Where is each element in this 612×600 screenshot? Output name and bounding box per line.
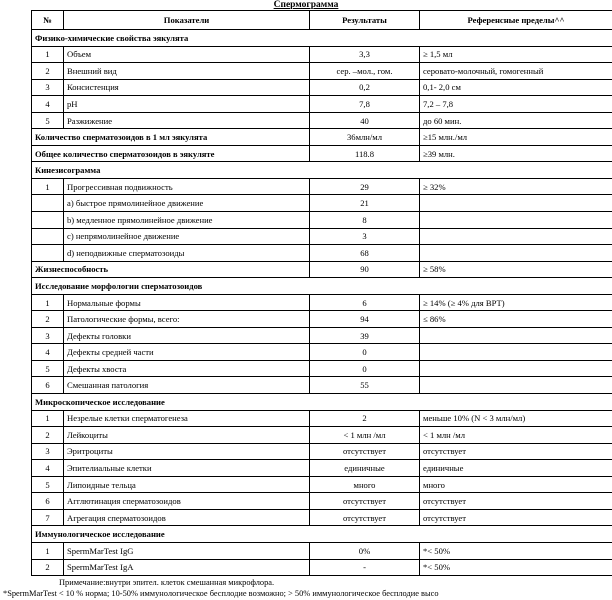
total-ref: ≥39 млн. (420, 145, 612, 162)
row-result: 40 (310, 112, 420, 129)
row-result: 3,3 (310, 46, 420, 63)
table-row (32, 509, 612, 526)
row-name: Дефекты головки (64, 327, 310, 344)
section-row (32, 30, 612, 47)
row-ref (420, 212, 612, 229)
row-ref: ≤ 86% (420, 311, 612, 328)
row-num (32, 195, 64, 212)
row-result: 2 (310, 410, 420, 427)
row-num: 4 (32, 344, 64, 361)
row-num: 2 (32, 63, 64, 80)
table-row (32, 46, 612, 63)
row-ref (420, 377, 612, 394)
row-name: Эритроциты (64, 443, 310, 460)
row-num: 2 (32, 427, 64, 444)
section-phys: Физико-химические свойства эякулята (32, 30, 612, 47)
row-result: 8 (310, 212, 420, 229)
count-ref: ≥15 млн./мл (420, 129, 612, 146)
section-row (32, 162, 612, 179)
row-ref (420, 360, 612, 377)
row-result: < 1 млн /мл (310, 427, 420, 444)
total-row (32, 145, 612, 162)
row-result: 7,8 (310, 96, 420, 113)
header-num: № (32, 11, 64, 30)
row-name: Липоидные тельца (64, 476, 310, 493)
footnotes (3, 578, 612, 599)
row-name: Незрелые клетки сперматогенеза (64, 410, 310, 427)
table-row (32, 212, 612, 229)
row-num: 4 (32, 460, 64, 477)
row-ref: < 1 млн /мл (420, 427, 612, 444)
row-num (32, 245, 64, 262)
row-ref: ≥ 1,5 мл (420, 46, 612, 63)
row-result: отсутствует (310, 509, 420, 526)
section-kinez: Кинезисограмма (32, 162, 612, 179)
row-num: 2 (32, 559, 64, 576)
count-result: 36млн/мл (310, 129, 420, 146)
row-name: Объем (64, 46, 310, 63)
row-name: Прогрессивная подвижность (64, 178, 310, 195)
count-row (32, 129, 612, 146)
row-result: 3 (310, 228, 420, 245)
table-row (32, 311, 612, 328)
row-name: Консистенция (64, 79, 310, 96)
section-row (32, 526, 612, 543)
row-name: Внешний вид (64, 63, 310, 80)
row-ref (420, 245, 612, 262)
row-ref: отсутствует (420, 443, 612, 460)
row-name: а) быстрое прямолинейное движение (64, 195, 310, 212)
table-row (32, 178, 612, 195)
table-row (32, 427, 612, 444)
row-name: Нормальные формы (64, 294, 310, 311)
header-result: Результаты (310, 11, 420, 30)
table-row (32, 559, 612, 576)
table-row (32, 195, 612, 212)
row-ref: 0,1- 2,0 см (420, 79, 612, 96)
section-immuno: Иммунологическое исследование (32, 526, 612, 543)
row-name: Смешанная патология (64, 377, 310, 394)
table-row (32, 377, 612, 394)
table-row (32, 245, 612, 262)
row-num: 5 (32, 112, 64, 129)
row-num: 1 (32, 410, 64, 427)
row-ref (420, 327, 612, 344)
total-name: Общее количество сперматозоидов в эякуляте (32, 145, 310, 162)
table-row (32, 96, 612, 113)
section-micro: Микроскопическое исследование (32, 394, 612, 411)
row-num: 5 (32, 360, 64, 377)
row-ref: *< 50% (420, 542, 612, 559)
table-row (32, 79, 612, 96)
row-num: 1 (32, 178, 64, 195)
document-title: Спермограмма (273, 0, 339, 10)
table-row (32, 63, 612, 80)
table-row (32, 344, 612, 361)
table-header-row (32, 11, 612, 30)
table-row (32, 443, 612, 460)
row-num: 6 (32, 493, 64, 510)
row-ref: меньше 10% (N < 3 млн/мл) (420, 410, 612, 427)
row-name: Эпителиальные клетки (64, 460, 310, 477)
row-result: 0% (310, 542, 420, 559)
table-row (32, 294, 612, 311)
row-ref: до 60 мин. (420, 112, 612, 129)
spermogram-table (31, 10, 612, 576)
row-num: 1 (32, 542, 64, 559)
row-ref (420, 228, 612, 245)
count-name: Количество сперматозоидов в 1 мл эякулята (32, 129, 310, 146)
total-result: 118.8 (310, 145, 420, 162)
row-ref: сероватo-молочный, гомогенный (420, 63, 612, 80)
row-ref: отсутствует (420, 493, 612, 510)
row-ref: ≥ 14% (≥ 4% для ВРТ) (420, 294, 612, 311)
row-ref: *< 50% (420, 559, 612, 576)
section-morph: Исследование морфологии сперматозоидов (32, 278, 612, 295)
row-num: 3 (32, 443, 64, 460)
section-row (32, 394, 612, 411)
section-row (32, 278, 612, 295)
row-ref: 7,2 – 7,8 (420, 96, 612, 113)
row-ref: ≥ 32% (420, 178, 612, 195)
row-result: много (310, 476, 420, 493)
header-reference: Референсные пределы^^ (420, 11, 612, 30)
row-ref (420, 195, 612, 212)
row-num: 4 (32, 96, 64, 113)
row-name: Патологические формы, всего: (64, 311, 310, 328)
row-result: отсутствует (310, 443, 420, 460)
header-name: Показатели (64, 11, 310, 30)
row-result: - (310, 559, 420, 576)
row-name: Агглютинация сперматозоидов (64, 493, 310, 510)
row-result: сер. –мол., гом. (310, 63, 420, 80)
row-num: 1 (32, 294, 64, 311)
viability-ref: ≥ 58% (420, 261, 612, 278)
row-num (32, 228, 64, 245)
viability-row (32, 261, 612, 278)
row-num: 3 (32, 327, 64, 344)
row-num: 5 (32, 476, 64, 493)
row-result: 6 (310, 294, 420, 311)
note-microflora: Примечание:внутри эпител. клеток смешанная микрофлора. (59, 578, 275, 587)
row-result: 21 (310, 195, 420, 212)
row-result: 94 (310, 311, 420, 328)
row-name: Лейкоциты (64, 427, 310, 444)
row-name: SpermMarTest IgG (64, 542, 310, 559)
row-ref (420, 344, 612, 361)
row-result: 29 (310, 178, 420, 195)
table-row (32, 460, 612, 477)
row-result: 55 (310, 377, 420, 394)
row-result: 0 (310, 344, 420, 361)
row-name: Агрегация сперматозоидов (64, 509, 310, 526)
row-name: pH (64, 96, 310, 113)
note-spermmartest: *SpermMarTest < 10 % норма; 10-50% иммунологическое бесплодие возможно; > 50% иммунологическое бесплодие высо (3, 588, 439, 598)
row-num: 1 (32, 46, 64, 63)
row-name: c) непрямолинейное движение (64, 228, 310, 245)
row-result: 0 (310, 360, 420, 377)
row-name: Разжижение (64, 112, 310, 129)
row-result: 39 (310, 327, 420, 344)
table-row (32, 410, 612, 427)
row-name: SpermMarTest IgA (64, 559, 310, 576)
row-num: 3 (32, 79, 64, 96)
table-row (32, 327, 612, 344)
row-ref: отсутствует (420, 509, 612, 526)
row-result: единичные (310, 460, 420, 477)
row-num: 2 (32, 311, 64, 328)
row-result: 68 (310, 245, 420, 262)
table-row (32, 476, 612, 493)
row-ref: много (420, 476, 612, 493)
row-num: 7 (32, 509, 64, 526)
row-name: Дефекты средней части (64, 344, 310, 361)
row-ref: единичные (420, 460, 612, 477)
row-result: 0,2 (310, 79, 420, 96)
row-name: b) медленное прямолинейное движение (64, 212, 310, 229)
viability-name: Жизнеспособность (32, 261, 310, 278)
table-row (32, 112, 612, 129)
table-row (32, 228, 612, 245)
row-num: 6 (32, 377, 64, 394)
row-num (32, 212, 64, 229)
viability-result: 90 (310, 261, 420, 278)
row-name: Дефекты хвоста (64, 360, 310, 377)
table-row (32, 493, 612, 510)
table-row (32, 542, 612, 559)
row-name: d) неподвижные сперматозоиды (64, 245, 310, 262)
row-result: отсутствует (310, 493, 420, 510)
table-row (32, 360, 612, 377)
